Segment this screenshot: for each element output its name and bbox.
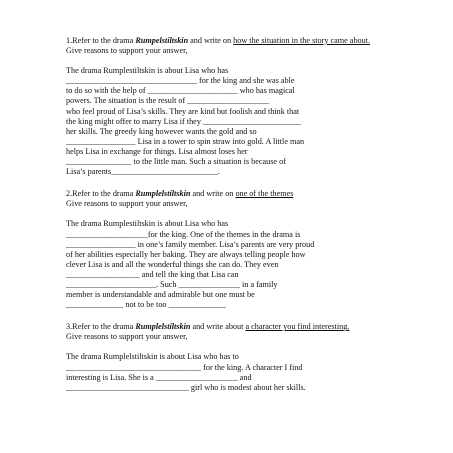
- paragraph-line: The drama Rumplelstiltskin is about Lisa who has to: [66, 352, 239, 362]
- question-2: [66, 189, 386, 310]
- paragraph-line: member is understandable and admirable but one must be: [66, 290, 255, 300]
- question-2-heading: [66, 189, 386, 199]
- heading-segment: Rumplelstiltskin: [135, 322, 191, 332]
- heading-segment: 2.Refer to the drama: [66, 189, 136, 199]
- heading-segment: a character you find interesting.: [245, 322, 350, 332]
- heading-segment: Rumplelstiltskin: [135, 189, 191, 199]
- heading-segment: Rumpelstiltskin: [135, 36, 189, 45]
- paragraph-line: interesting is Lisa. She is a ____________________ and: [66, 372, 252, 382]
- paragraph-line: the king might offer to marry Lisa if they ________________________: [66, 116, 302, 126]
- paragraph-line: The drama Rumplestiltskin is about Lisa who has: [66, 66, 229, 76]
- paragraph-line: who feel proud of Lisa’s skills. They are kind but foolish and think that: [66, 106, 300, 116]
- heading-segment: and write on: [190, 189, 236, 199]
- question-3: [66, 322, 386, 393]
- question-1-instruction: Give reasons to support your answer,: [66, 46, 188, 56]
- paragraph-line: ____________________for the king. One of the themes in the drama is: [66, 229, 301, 239]
- paragraph-line: ________________ to the little man. Such a situation is because of: [66, 157, 286, 167]
- heading-segment: and write about: [190, 322, 246, 332]
- paragraph-line: _________________ in one’s family member. Lisa’s parents are very proud: [66, 239, 315, 249]
- paragraph-line: Lisa’s parents__________________________.: [66, 167, 220, 177]
- heading-segment: 3.Refer to the drama: [66, 322, 136, 332]
- paragraph-line: helps Lisa in exchange for things. Lisa almost loses her: [66, 146, 248, 156]
- paragraph-line: ________________________________ for the king and she was able: [66, 76, 295, 86]
- paragraph-line: ______________________________ girl who is modest about her skills.: [66, 382, 306, 392]
- heading-segment: one of the themes: [235, 189, 294, 199]
- worksheet-page: [66, 36, 386, 393]
- question-2-paragraph: [66, 219, 386, 310]
- paragraph-line: of her abilities especially her baking. They are always telling people how: [66, 249, 306, 259]
- paragraph-line: powers. The situation is the result of ____________________: [66, 96, 270, 106]
- heading-segment: 1.Refer to the drama: [66, 36, 136, 45]
- paragraph-line: The drama Rumplestiltskin is about Lisa who has: [66, 219, 229, 229]
- question-3-instruction: Give reasons to support your answer,: [66, 332, 188, 342]
- heading-segment: how the situation in the story came about.: [233, 36, 371, 45]
- heading-segment: and write on: [188, 36, 234, 45]
- paragraph-line: __________________ and tell the king that Lisa can: [66, 269, 239, 279]
- question-1-heading: [66, 36, 386, 46]
- question-1-paragraph: [66, 66, 386, 177]
- paragraph-line: _________________ Lisa in a tower to spin straw into gold. A little man: [66, 136, 305, 146]
- question-1: [66, 36, 386, 177]
- paragraph-line: to do so with the help of ______________________ who has magical: [66, 86, 295, 96]
- paragraph-line: clever Lisa is and all the wonderful things she can do. They even: [66, 259, 279, 269]
- paragraph-line: her skills. The greedy king however wants the gold and so: [66, 126, 257, 136]
- question-3-paragraph: [66, 352, 386, 392]
- paragraph-line: ______________________. Such _______________ in a family: [66, 279, 278, 289]
- question-3-heading: [66, 322, 386, 332]
- paragraph-line: _________________________________ for the king. A character I find: [66, 362, 303, 372]
- paragraph-line: ______________ not to be too ______________: [66, 300, 226, 310]
- question-2-instruction: Give reasons to support your answer,: [66, 199, 188, 209]
